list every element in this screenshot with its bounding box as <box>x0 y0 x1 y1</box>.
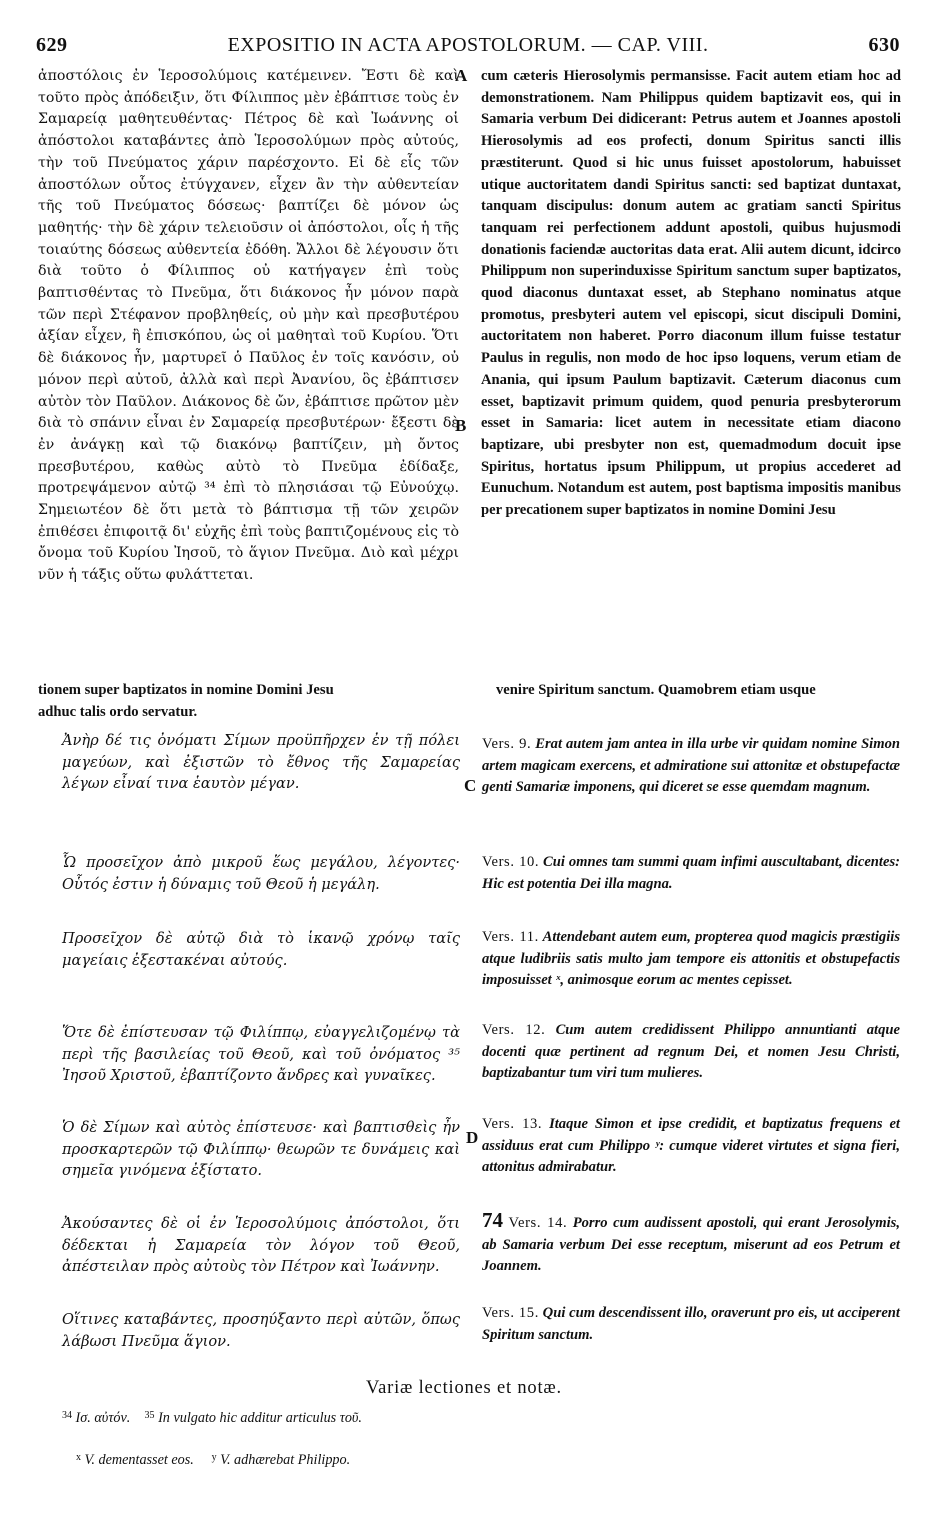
verse-text: Qui cum descendissent illo, oraverunt pro eis, ut acciperent Spiritum sanctum. <box>482 1305 900 1343</box>
latin-verse-14 <box>482 1210 900 1278</box>
latin-commentary-text: cum cæteris Hierosolymis permansisse. Facit autem etiam hoc ad demonstrationem. Nam Philippus quidem baptizavit eos, qui in Samaria verbum Dei didicerant: Petrus autem et Joannes apostoli Hierosolymis ad eos profecti, donum Spiritus sancti illis præstiterunt. Quod si hic unus fuisset apostolorum, habuisset utique auctoritatem dandi Spiritus sancti: sed baptizat duntaxat, tanquam discipulus: donum autem ac gratiam sancti Spiritus tanquam rei perfectionem addunt apostoli, quibus hujusmodi donationis faciendæ auctoritas data erat. Alii autem dicunt, idcirco Philippum non superinduxisse Spiritum sanctum super baptizatos, quod diaconus duntaxat esset, ab Stephano nominatus atque promotus, presbyteri autem vel episcopi, sicut discipuli Domini, auctoritatem non haberet. Porro diaconum illum fuisse testatur Paulus in regulis, non modo de hoc ipso loquens, verum etiam de Anania, qui ipsum Paulum baptizavit. Cæterum diaconus cum esset, baptizavit primum quidem, quod penuria presbyterorum esset in Samaria: licet autem in necessitate etiam diacono baptizare, ubi presbyter non est, quemadmodum docuit ipse Spiritus, hortatus ipsum Philippum, ut propius accederet ad Eunuchum. Notandum est autem, post baptisma impositis manibus per precationem super baptizatos in nomine Domini Jesu <box>481 68 901 519</box>
running-header <box>36 34 900 58</box>
verse-text: Cum autem credidissent Philippo annuntianti atque docenti quæ pertinent ad regnum Dei, et nomen Jesu Christi, baptizabantur tum viri tum mulieres. <box>482 1022 900 1081</box>
latin-verse-9 <box>482 734 900 799</box>
page-number-left: 629 <box>36 34 68 56</box>
greek-verse-11: Προσεῖχον δὲ αὐτῷ διὰ τὸ ἱκανῷ χρόνῳ ταῖς μαγείαις ἐξεστακέναι αὐτούς. <box>62 930 460 969</box>
greek-verse-14: Ἀκούσαντες δὲ οἱ ἐν Ἱεροσολύμοις ἀπόστολοι, ὅτι δέδεκται ἡ Σαμαρεία τὸν λόγον τοῦ Θεοῦ, ἀπέστειλαν πρὸς αὐτοὺς τὸν Πέτρον καὶ Ἰωάννην. <box>62 1215 460 1275</box>
greek-verse-12: Ὅτε δὲ ἐπίστευσαν τῷ Φιλίππῳ, εὐαγγελιζομένῳ τὰ περὶ τῆς βασιλείας τοῦ Θεοῦ, καὶ τοῦ ὀνόματος ³⁵ Ἰησοῦ Χριστοῦ, ἐβαπτίζοντο ἄνδρες καὶ γυναῖκες. <box>62 1024 460 1084</box>
greek-commentary-text: ἀποστόλοις ἐν Ἱεροσολύμοις κατέμεινεν. Ἔστι δὲ καὶ τοῦτο πρὸς ἀπόδειξιν, ὅτι Φίλιππος μὲν ἐβάπτισε τοὺς ἐν Σαμαρείᾳ μαθητευθέντας· Πέτρος δὲ καὶ Ἰωάννης οἱ ἀπόστολοι καταβάντες ἀπὸ Ἱεροσολύμων πρὸς αὐτούς, τὴν τοῦ Πνεύματος χάριν παρέσχοντο. Εἰ δὲ εἷς τῶν ἀποστόλων οὗτος ἐτύγχανεν, εἶχεν ἂν τὴν αὐθεντείαν τῆς τοῦ Πνεύματος δόσεως· βαπτίζει δὲ μόνον ὡς μαθητής· τὴν δὲ χάριν τελειοῦσιν οἱ ἀπόστολοι, οἷς ἡ τῆς τοιαύτης δόσεως αὐθεντεία ἐδόθη. Ἄλλοι δὲ λέγουσιν ὅτι διὰ τοῦτο ὁ Φίλιππος οὐ κατήγαγεν ἐπὶ τοὺς βαπτισθέντας τὸ Πνεῦμα, ὅτι διάκονος ἦν μόνον παρὰ τῶν περὶ Στέφανον προβληθείς, οὐ μὴν καὶ πρεσβυτέρου ἀξίαν εἶχεν, ἢ ἐπισκόπου, ὡς οἱ μαθηταὶ τοῦ Κυρίου. Ὅτι δὲ διάκονος ἦν, μαρτυρεῖ ὁ Παῦλος ἐν τοῖς κανόσιν, οὐ μόνον περὶ αὐτοῦ, ἀλλὰ καὶ περὶ Ἀνανίου, ὃς ἐβάπτισεν αὐτὸν τὸν Παῦλον. Διάκονος δὲ ὤν, ἐβάπτισε πρῶτον μὲν διὰ τὸ σπάνιν εἶναι ἐν Σαμαρείᾳ πρεσβυτέρων· ἔξεστι δὲ ἐν ἀνάγκῃ καὶ τῷ διακόνῳ βαπτίζειν, μὴ ὄντος πρεσβυτέρου, καθὼς αὐτὸ τὸ Πνεῦμα ἐδίδαξε, προτρεψάμενον αὐτῷ ³⁴ ἐπὶ τὸ πλησιάσαι τῷ Εὐνούχῳ. Σημειωτέον δὲ ὅτι μετὰ τὸ βάπτισμα τῇ τῶν χειρῶν ἐπιθέσει ἐπιφοιτᾷ δι' εὐχῆς ἐπὶ τοὺς βαπτιζομένους εἰς τὸ ὄνομα τοῦ Κυρίου Ἰησοῦ, τὸ ἅγιον Πνεῦμα. Διὸ καὶ μέχρι νῦν ἡ τάξις οὕτω φυλάττεται. <box>38 68 459 584</box>
running-title: EXPOSITIO IN ACTA APOSTOLORUM. — CAP. VIII. <box>227 34 709 56</box>
latin-verse-10 <box>482 852 900 895</box>
note-text: V. dementasset eos. <box>84 1452 194 1468</box>
note-marker: y <box>211 1452 217 1463</box>
verse-text: Cui omnes tam summi quam infimi auscultabant, dicentes: Hic est potentia Dei illa magna. <box>482 854 900 892</box>
greek-verse-10: Ὧ προσεῖχον ἀπὸ μικροῦ ἕως μεγάλου, λέγοντες· Οὗτός ἐστιν ἡ δύναμις τοῦ Θεοῦ ἡ μεγάλη. <box>62 854 460 893</box>
verse-number: Vers. 9. <box>482 736 532 752</box>
margin-letter-c: C <box>464 776 477 795</box>
latin-verse-15 <box>482 1303 900 1346</box>
verse-number: Vers. 13. <box>482 1116 543 1132</box>
latin-verse-11 <box>482 927 900 992</box>
latin-verse-13 <box>482 1114 900 1179</box>
verse-number: Vers. 11. <box>482 929 539 945</box>
verse-text: Itaque Simon et ipse credidit, et baptizatus frequens et assiduus erat cum Philippo ʸ: cumque videret virtutes et signa fieri, attonitus admirabatur. <box>482 1116 900 1175</box>
verse-number: Vers. 15. <box>482 1305 539 1321</box>
note-text: In vulgato hic additur articulus τοῦ. <box>158 1410 362 1426</box>
bridge-second-line: adhuc talis ordo servatur. <box>38 704 198 720</box>
margin-letter-a: A <box>455 66 468 85</box>
verse-text: Erat autem jam antea in illa urbe vir quidam nomine Simon artem magicam exercens, et admiratione sui attonitæ et obstupefactæ genti Samariæ imponens, qui diceret se esse quemdam magnum. <box>482 736 901 795</box>
note-marker: 34 <box>62 1410 72 1421</box>
verse-text: Attendebant autem eum, propterea quod magicis præstigiis atque ludibriis satis multo jam tempore eis attonitis et obstupefactis imposuisset ˣ, animosque eorum ac mentes cepisset. <box>482 929 900 988</box>
greek-verse-13: Ὁ δὲ Σίμων καὶ αὐτὸς ἐπίστευσε· καὶ βαπτισθεὶς ἦν προσκαρτερῶν τῷ Φιλίππῳ· θεωρῶν τε δυνάμεις καὶ σημεῖα γινόμενα ἐξίστατο. <box>62 1119 460 1179</box>
margin-letter-d: D <box>466 1128 479 1147</box>
bridge-left-text: tionem super baptizatos in nomine Domini Jesu <box>38 682 334 698</box>
latin-commentary-column <box>481 66 901 522</box>
notes-heading: Variæ lectiones et notæ. <box>366 1378 562 1398</box>
greek-verse-15: Οἵτινες καταβάντες, προσηύξαντο περὶ αὐτῶν, ὅπως λάβωσι Πνεῦμα ἅγιον. <box>62 1311 460 1350</box>
greek-verse-9: Ἀνὴρ δέ τις ὀνόματι Σίμων προϋπῆρχεν ἐν τῇ πόλει μαγεύων, καὶ ἐξιστῶν τὸ ἔθνος τῆς Σαμαρείας λέγων εἶναί τινα ἑαυτὸν μέγαν. <box>62 732 460 792</box>
marginal-section-number: 74 <box>482 1208 503 1232</box>
bridge-right-text: venire Spiritum sanctum. Quamobrem etiam usque <box>496 682 816 698</box>
note-marker: 35 <box>144 1410 155 1421</box>
verse-number: Vers. 10. <box>482 854 540 870</box>
note-line-2 <box>76 1452 350 1469</box>
verse-text: Porro cum audissent apostoli, qui erant Jerosolymis, ab Samaria verbum Dei esse receptum, miserunt ad eos Petrum et Joannem. <box>482 1215 900 1274</box>
margin-letter-b: B <box>455 416 467 435</box>
note-line-1 <box>62 1410 362 1427</box>
greek-commentary-column <box>38 66 459 587</box>
note-marker: x <box>76 1452 81 1463</box>
note-text: Ισ. αὐτόν. <box>75 1410 131 1426</box>
note-text: V. adhærebat Philippo. <box>220 1452 351 1468</box>
verse-number: Vers. 12. <box>482 1022 546 1038</box>
latin-verse-12 <box>482 1020 900 1085</box>
verse-number: Vers. 14. <box>508 1215 568 1231</box>
page-number-right: 630 <box>868 34 900 56</box>
